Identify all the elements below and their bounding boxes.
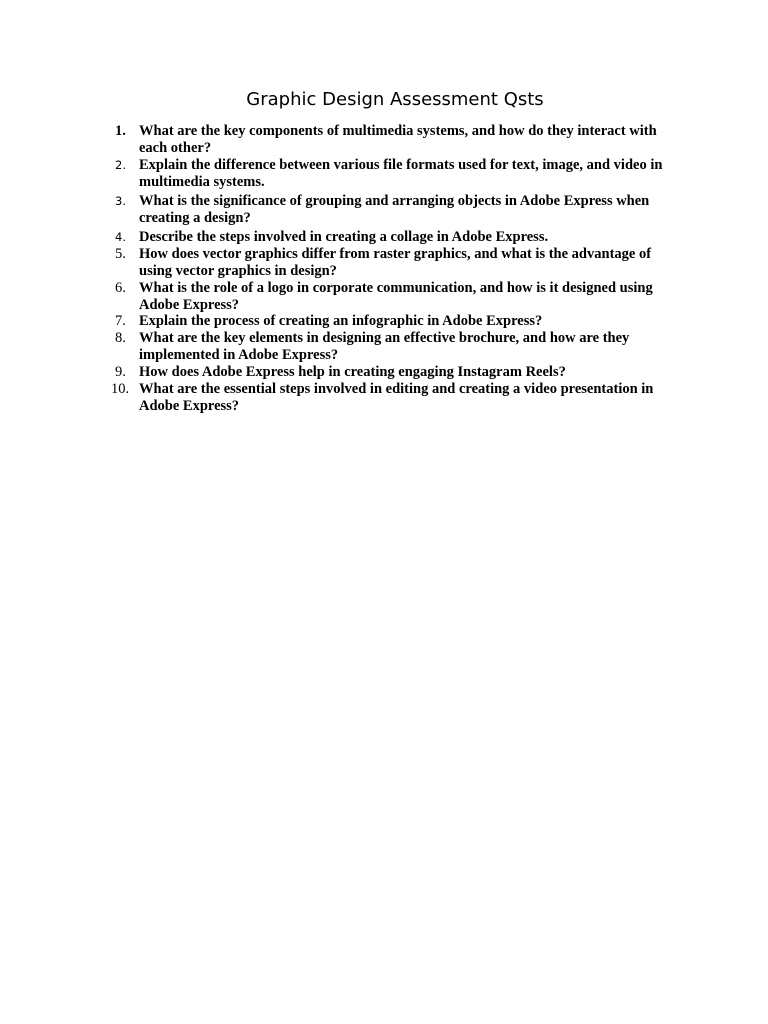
question-number: 3. [115,194,126,208]
question-number: 5. [115,246,126,262]
question-item [115,364,684,381]
question-text: How does Adobe Express help in creating engaging Instagram Reels? [139,364,566,380]
document-title: Graphic Design Assessment Qsts [246,89,544,110]
question-item [115,229,684,246]
question-text: What are the key elements in designing an effective brochure, and how are they implemented in Adobe Express? [139,330,630,363]
question-text: Explain the process of creating an infographic in Adobe Express? [139,313,543,329]
question-number: 4. [115,230,126,244]
question-number: 6. [115,280,126,296]
question-number: 10. [111,381,130,397]
question-text: Describe the steps involved in creating a collage in Adobe Express. [139,229,549,245]
question-text: What are the key components of multimedia systems, and how do they interact with each other? [139,123,657,156]
question-text: How does vector graphics differ from raster graphics, and what is the advantage of using vector graphics in design? [139,246,652,279]
question-number: 8. [115,330,126,346]
question-item [115,313,684,330]
question-list [111,123,684,415]
question-item [111,381,684,415]
question-number: 9. [115,364,126,380]
question-text: Explain the difference between various file formats used for text, image, and video in multimedia systems. [139,157,663,190]
question-item [115,193,684,229]
question-item [115,280,684,313]
question-item [115,123,684,157]
question-item [115,246,684,280]
question-text: What are the essential steps involved in editing and creating a video presentation in Adobe Express? [139,381,654,414]
question-text: What is the significance of grouping and arranging objects in Adobe Express when creating a design? [139,193,650,226]
question-text: What is the role of a logo in corporate communication, and how is it designed using Adobe Express? [139,280,653,313]
question-number: 7. [115,313,126,329]
question-item [115,157,684,193]
question-number: 2. [115,158,126,172]
question-number: 1. [115,123,126,139]
question-item [115,330,684,364]
